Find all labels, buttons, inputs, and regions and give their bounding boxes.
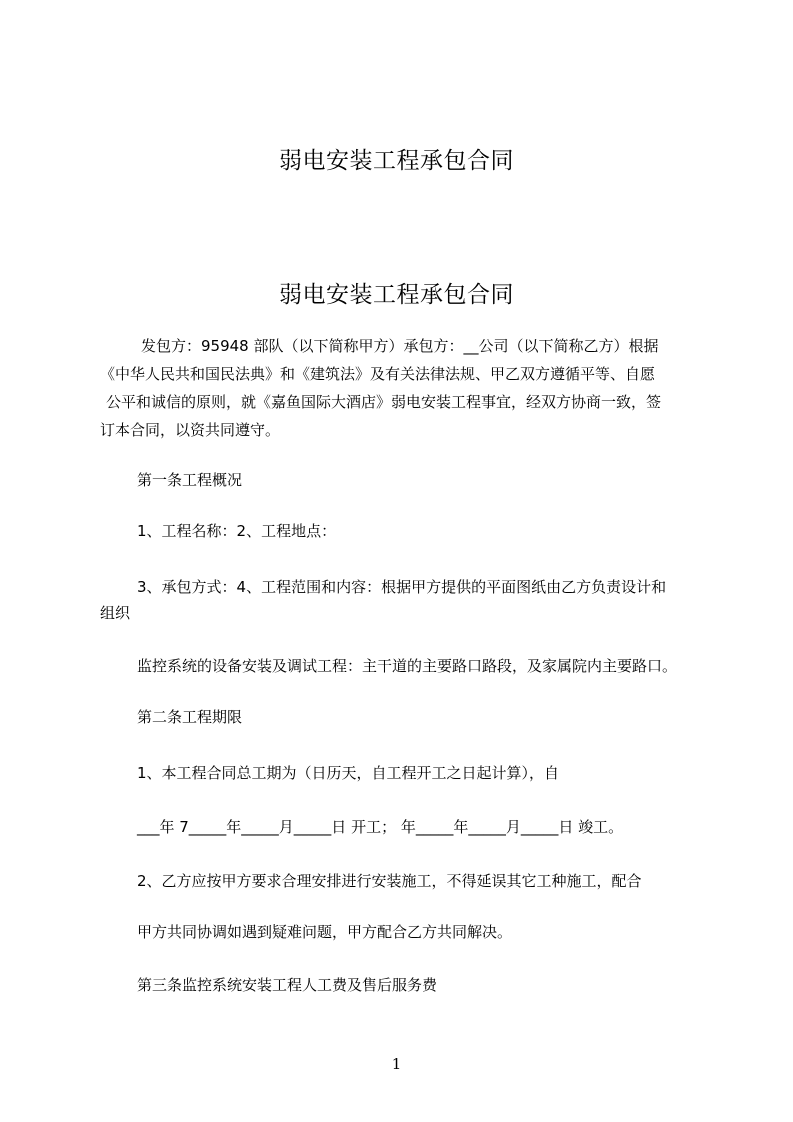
paragraph-line: 3、承包方式：4、工程范围和内容：根据甲方提供的平面图纸由乙方负责设计和	[137, 578, 667, 596]
paragraph-line: 组织	[100, 604, 131, 622]
paragraph-line: 公平和诚信的原则，就《嘉鱼国际大酒店》弱电安装工程事宜，经双方协商一致，签	[106, 393, 662, 411]
paragraph-line: 发包方：95948 部队（以下简称甲方）承包方：__公司（以下简称乙方）根据	[141, 337, 659, 355]
paragraph-line: 订本合同，以资共同遵守。	[100, 421, 281, 439]
paragraph-line: 1、工程名称：2、工程地点：	[137, 522, 337, 540]
section-heading: 第一条工程概况	[137, 471, 243, 489]
paragraph-line: 监控系统的设备安装及调试工程：主干道的主要路口路段，及家属院内主要路口。	[137, 657, 678, 675]
paragraph-line: 1、本工程合同总工期为（日历天，自工程开工之日起计算），自	[137, 764, 560, 782]
page-number: 1	[391, 1055, 402, 1073]
section-heading: 第三条监控系统安装工程人工费及售后服务费	[137, 976, 438, 994]
date-line: ___年 7_____年_____月_____日 开工； 年_____年_____月_____日 竣工。	[137, 818, 624, 836]
paragraph-line: 甲方共同协调如遇到疑难问题，甲方配合乙方共同解决。	[137, 923, 513, 941]
section-heading: 第二条工程期限	[137, 708, 243, 726]
document-title: 弱电安装工程承包合同	[279, 148, 514, 174]
document-subtitle: 弱电安装工程承包合同	[279, 282, 514, 308]
paragraph-line: 2、乙方应按甲方要求合理安排进行安装施工，不得延误其它工种施工，配合	[137, 872, 642, 890]
paragraph-line: 《中华人民共和国民法典》和《建筑法》及有关法律法规、甲乙双方遵循平等、自愿	[100, 365, 656, 383]
